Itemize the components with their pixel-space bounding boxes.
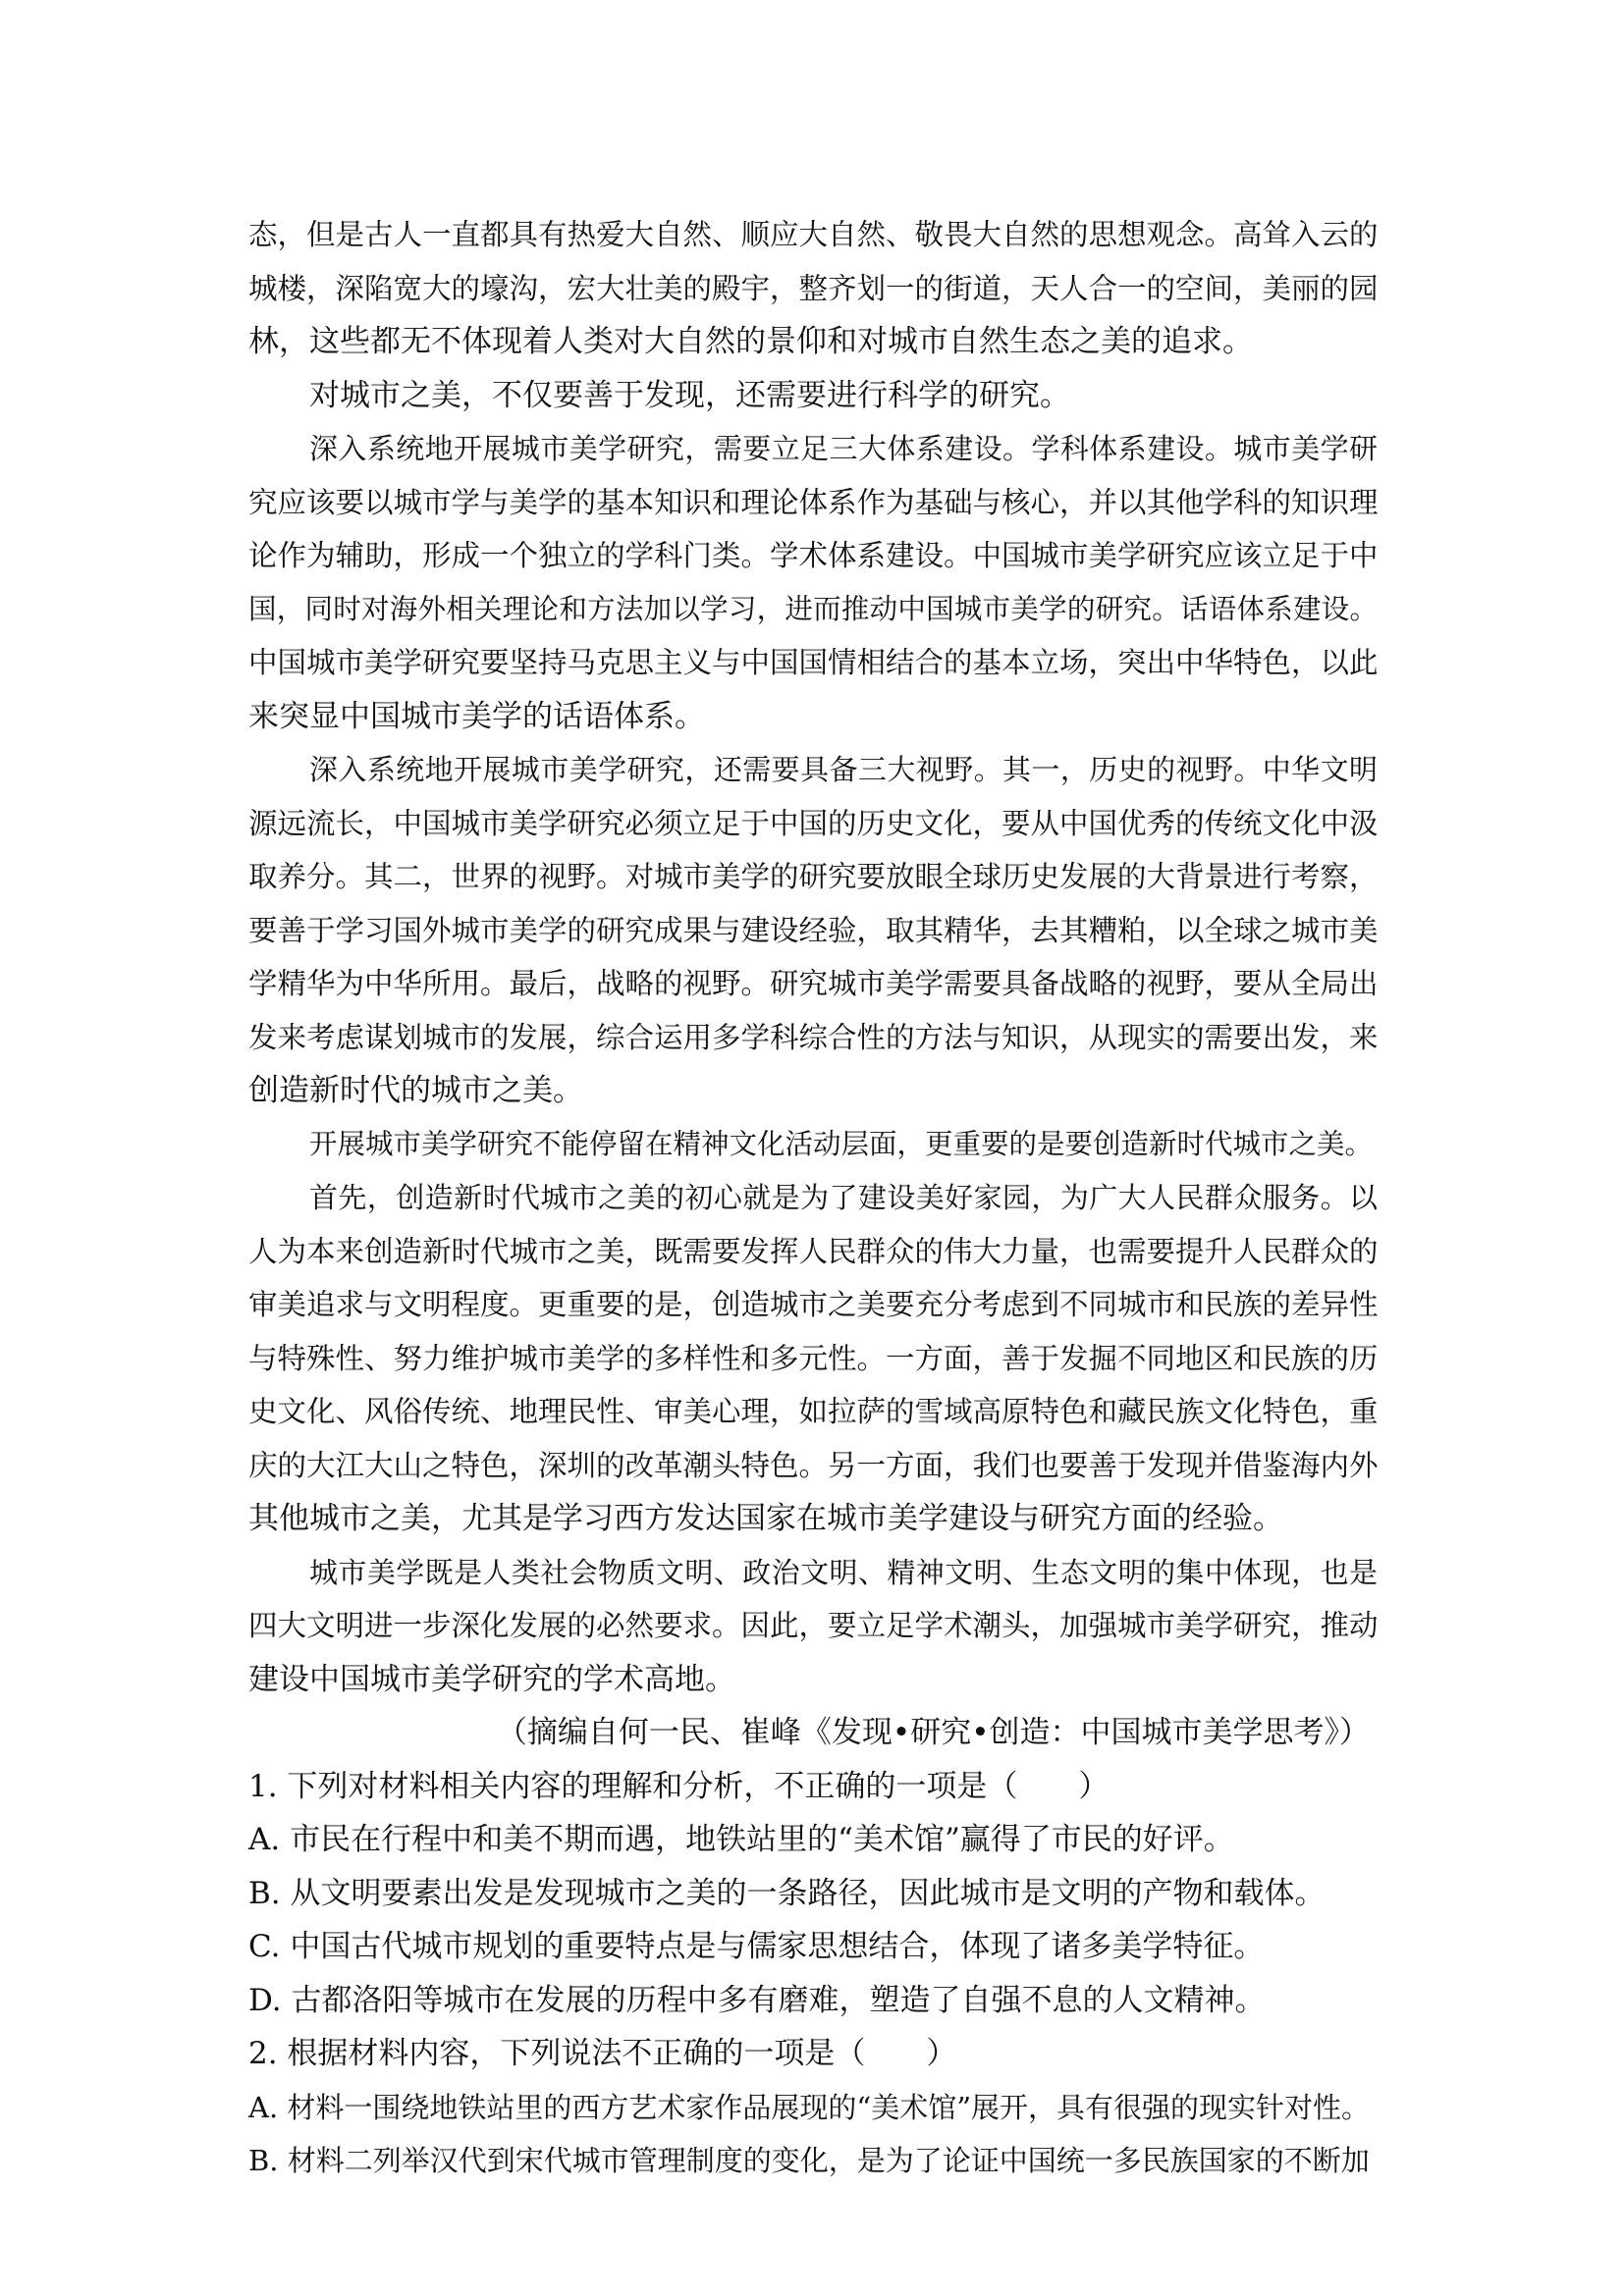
option-d: D. 古都洛阳等城市在发展的历程中多有磨难，塑造了自强不息的人文精神。 — [248, 1982, 1266, 2018]
passage-line: 首先，创造新时代城市之美的初心就是为了建设美好家园，为广大人民群众服务。以 — [309, 1181, 1378, 1214]
passage — [248, 208, 1378, 1760]
passage-line: 究应该要以城市学与美学的基本知识和理论体系作为基础与核心，并以其他学科的知识理 — [248, 485, 1379, 519]
question-stem: 1. 下列对材料相关内容的理解和分析，不正确的一项是（ ） — [248, 1768, 1110, 1804]
passage-line: 人为本来创造新时代城市之美，既需要发挥人民群众的伟大力量，也需要提升人民群众的 — [248, 1234, 1379, 1268]
passage-line: 对城市之美，不仅要善于发现，还需要进行科学的研究。 — [309, 377, 1070, 413]
passage-line: 建设中国城市美学研究的学术高地。 — [248, 1661, 735, 1697]
option-a: A. 材料一围绕地铁站里的西方艺术家作品展现的“美术馆”展开，具有很强的现实针对性。 — [248, 2090, 1371, 2124]
passage-line: 深入系统地开展城市美学研究，需要立足三大体系建设。学科体系建设。城市美学研 — [309, 432, 1378, 465]
passage-line: 其他城市之美，尤其是学习西方发达国家在城市美学建设与研究方面的经验。 — [248, 1501, 1283, 1536]
passage-line: 林，这些都无不体现着人类对大自然的景仰和对城市自然生态之美的追求。 — [248, 324, 1253, 359]
passage-line: 中国城市美学研究要坚持马克思主义与中国国情相结合的基本立场，突出中华特色，以此 — [248, 646, 1379, 679]
passage-line: 开展城市美学研究不能停留在精神文化活动层面，更重要的是要创造新时代城市之美。 — [309, 1127, 1374, 1160]
option-c: C. 中国古代城市规划的重要特点是与儒家思想结合，体现了诸多美学特征。 — [248, 1929, 1265, 1964]
question-2 — [248, 2027, 1378, 2188]
passage-line: 城市美学既是人类社会物质文明、政治文明、精神文明、生态文明的集中体现，也是 — [309, 1555, 1378, 1589]
passage-line: 史文化、风俗传统、地理民性、审美心理，如拉萨的雪域高原特色和藏民族文化特色，重 — [248, 1395, 1379, 1428]
passage-line: 来突显中国城市美学的话语体系。 — [248, 698, 705, 734]
passage-line: 源远流长，中国城市美学研究必须立足于中国的历史文化，要从中国优秀的传统文化中汲 — [248, 806, 1379, 840]
passage-line: 创造新时代的城市之美。 — [248, 1073, 583, 1108]
passage-line: 学精华为中华所用。最后，战略的视野。研究城市美学需要具备战略的视野，要从全局出 — [248, 967, 1379, 1000]
passage-line: 深入系统地开展城市美学研究，还需要具备三大视野。其一，历史的视野。中华文明 — [309, 753, 1378, 786]
passage-line: 四大文明进一步深化发展的必然要求。因此，要立足学术潮头，加强城市美学研究，推动 — [248, 1609, 1379, 1642]
passage-line: 审美追求与文明程度。更重要的是，创造城市之美要充分考虑到不同城市和民族的差异性 — [248, 1288, 1379, 1321]
passage-line: 态，但是古人一直都具有热爱大自然、顺应大自然、敬畏大自然的思想观念。高耸入云的 — [248, 218, 1379, 251]
passage-line: 要善于学习国外城市美学的研究成果与建设经验，取其精华，去其糟粕，以全球之城市美 — [248, 913, 1379, 947]
option-b: B. 材料二列举汉代到宋代城市管理制度的变化，是为了论证中国统一多民族国家的不断加 — [248, 2144, 1370, 2177]
passage-source: （摘编自何一民、崔峰《发现•研究•创造：中国城市美学思考》） — [496, 1715, 1370, 1750]
passage-line: 论作为辅助，形成一个独立的学科门类。学术体系建设。中国城市美学研究应该立足于中 — [248, 539, 1379, 572]
passage-line: 庆的大江大山之特色，深圳的改革潮头特色。另一方面，我们也要善于发现并借鉴海内外 — [248, 1448, 1379, 1482]
passage-line: 城楼，深陷宽大的壕沟，宏大壮美的殿宇，整齐划一的街道，天人合一的空间，美丽的园 — [248, 271, 1379, 305]
question-1 — [248, 1760, 1378, 2028]
passage-line: 与特殊性、努力维护城市美学的多样性和多元性。一方面，善于发掘不同地区和民族的历 — [248, 1341, 1379, 1375]
passage-line: 发来考虑谋划城市的发展，综合运用多学科综合性的方法与知识，从现实的需要出发，来 — [248, 1020, 1379, 1054]
passage-line: 国，同时对海外相关理论和方法加以学习，进而推动中国城市美学的研究。话语体系建设。 — [248, 592, 1378, 625]
option-b: B. 从文明要素出发是发现城市之美的一条路径，因此城市是文明的产物和载体。 — [248, 1875, 1326, 1911]
question-stem: 2. 根据材料内容，下列说法不正确的一项是（ ） — [248, 2036, 957, 2071]
document-page — [248, 208, 1378, 2188]
passage-line: 取养分。其二，世界的视野。对城市美学的研究要放眼全球历史发展的大背景进行考察， — [248, 860, 1379, 893]
option-a: A. 市民在行程中和美不期而遇，地铁站里的“美术馆”赢得了市民的好评。 — [248, 1822, 1234, 1857]
